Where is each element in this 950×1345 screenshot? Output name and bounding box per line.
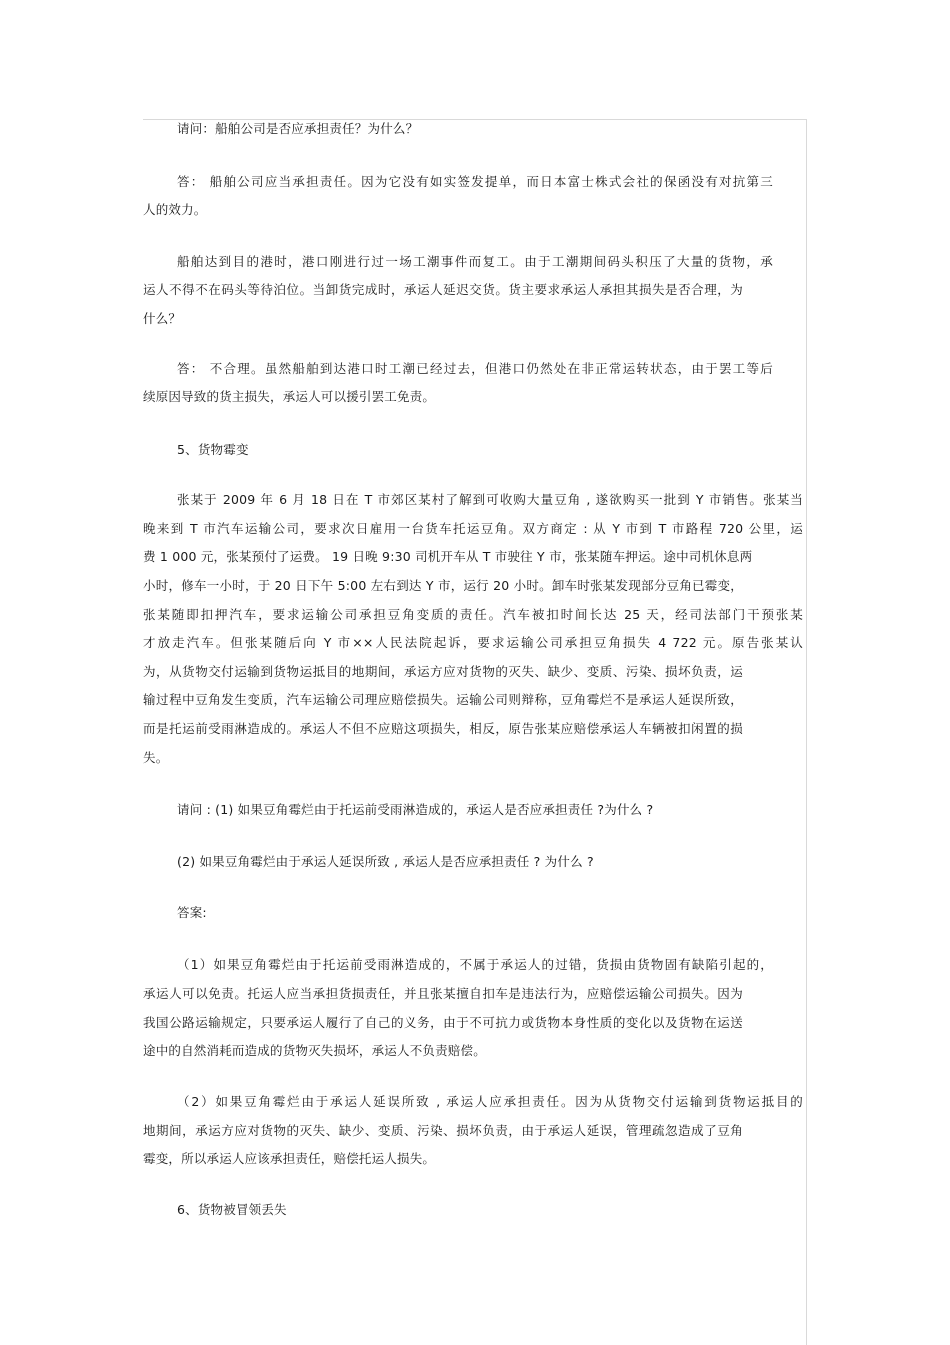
case-paragraph-line: 输过程中豆角发生变质，汽车运输公司理应赔偿损失。运输公司则辩称，豆角霉烂不是承运人延误所致， [143, 692, 743, 707]
answer-paragraph-line: 途中的自然消耗而造成的货物灭失损坏，承运人不负责赔偿。 [143, 1043, 486, 1058]
case-paragraph-line: 张某随即扣押汽车，要求运输公司承担豆角变质的责任。汽车被扣时间长达 25 天，经司法部门干预张某 [143, 607, 803, 622]
answer-paragraph-line: 地期间，承运方应对货物的灭失、缺少、变质、污染、损坏负责，由于承运人延误，管理疏忽造成了豆角 [143, 1123, 743, 1138]
answer-paragraph-line: 我国公路运输规定，只要承运人履行了自己的义务，由于不可抗力或货物本身性质的变化以及货物在运送 [143, 1015, 743, 1030]
scenario-paragraph-line: 船舶达到目的港时，港口刚进行过一场工潮事件而复工。由于工潮期间码头积压了大量的货物，承 [177, 254, 773, 269]
case-paragraph-line: 张某于 2009 年 6 月 18 日在 T 市郊区某村了解到可收购大量豆角 , 遂欲购买一批到 Y 市销售。张某当 [177, 492, 803, 507]
question-text: 请问：船舶公司是否应承担责任？为什么？ [177, 121, 419, 136]
answer-paragraph-line: （2）如果豆角霉烂由于承运人延误所致 , 承运人应承担责任。因为从货物交付运输到货物运抵目的 [177, 1094, 803, 1109]
case-paragraph-line: 才放走汽车。但张某随后向 Y 市××人民法院起诉，要求运输公司承担豆角损失 4 722 元。原告张某认 [143, 635, 803, 650]
answer-paragraph-line: 承运人可以免责。托运人应当承担货损责任，并且张某擅自扣车是违法行为，应赔偿运输公司损失。因为 [143, 986, 743, 1001]
section-heading: 5、货物霉变 [177, 442, 249, 457]
case-paragraph-line: 失。 [143, 750, 169, 765]
answer-paragraph-line: 人的效力。 [143, 202, 207, 217]
case-paragraph-line: 费 1 000 元，张某预付了运费。 19 日晚 9:30 司机开车从 T 市驶往 Y 市，张某随车押运。途中司机休息两 [143, 549, 753, 564]
answer-paragraph-line: 答： 船舶公司应当承担责任。因为它没有如实签发提单，而日本富士株式会社的保函没有对抗第三 [177, 174, 773, 189]
case-paragraph-line: 晚来到 T 市汽车运输公司，要求次日雇用一台货车托运豆角。双方商定 : 从 Y 市到 T 市路程 720 公里，运 [143, 521, 803, 536]
answer-heading: 答案: [177, 905, 207, 920]
question-text: 请问 : (1) 如果豆角霉烂由于托运前受雨淋造成的，承运人是否应承担责任 ?为什么 ? [177, 802, 654, 817]
answer-paragraph-line: 续原因导致的货主损失，承运人可以援引罢工免责。 [143, 389, 436, 404]
question-text: (2) 如果豆角霉烂由于承运人延误所致 , 承运人是否应承担责任 ? 为什么 ? [177, 854, 594, 869]
scenario-paragraph-line: 什么？ [143, 311, 182, 326]
section-heading: 6、货物被冒领丢失 [177, 1202, 287, 1217]
scenario-paragraph-line: 运人不得不在码头等待泊位。当卸货完成时，承运人延迟交货。货主要求承运人承担其损失是否合理，为 [143, 282, 743, 297]
answer-paragraph-line: 答： 不合理。虽然船舶到达港口时工潮已经过去，但港口仍然处在非正常运转状态，由于罢工等后 [177, 361, 773, 376]
case-paragraph-line: 为，从货物交付运输到货物运抵目的地期间，承运方应对货物的灭失、缺少、变质、污染、损坏负责，运 [143, 664, 743, 679]
case-paragraph-line: 而是托运前受雨淋造成的。承运人不但不应赔这项损失，相反，原告张某应赔偿承运人车辆被扣闲置的损 [143, 721, 743, 736]
answer-paragraph-line: 霉变，所以承运人应该承担责任，赔偿托运人损失。 [143, 1151, 436, 1166]
case-paragraph-line: 小时，修车一小时，于 20 日下午 5:00 左右到达 Y 市，运行 20 小时。卸车时张某发现部分豆角已霉变， [143, 578, 743, 593]
answer-paragraph-line: （1）如果豆角霉烂由于托运前受雨淋造成的，不属于承运人的过错，货损由货物固有缺陷引起的， [177, 957, 773, 972]
